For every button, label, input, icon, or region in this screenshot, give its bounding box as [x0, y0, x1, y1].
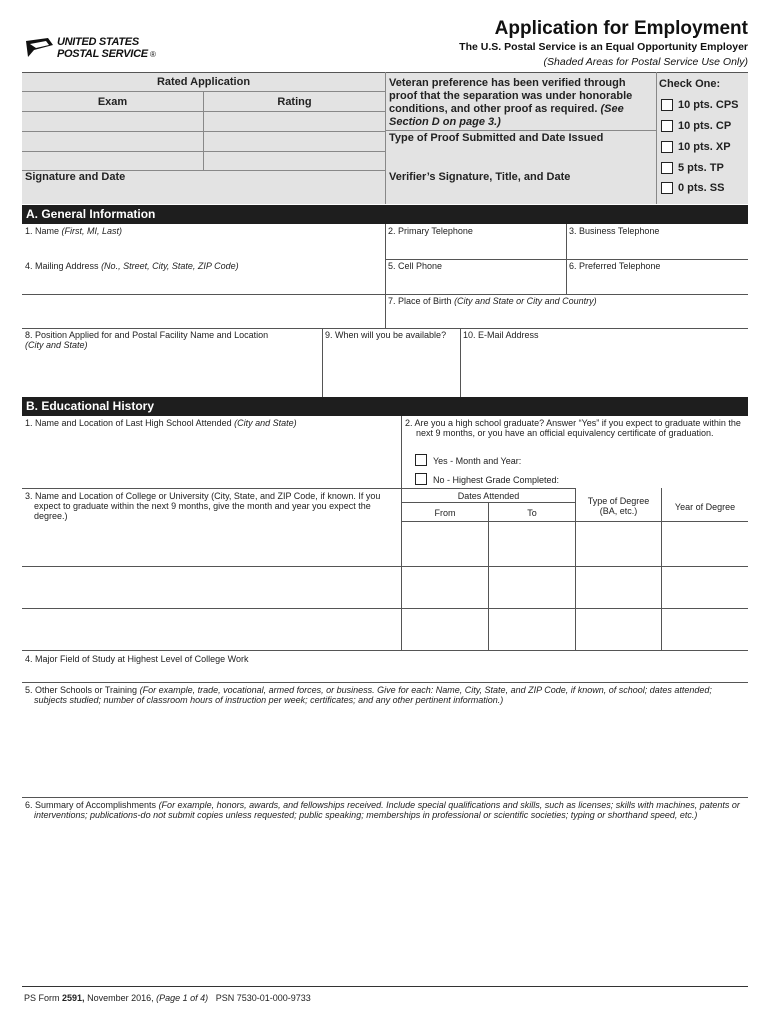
check-option-10-cp[interactable]: [661, 119, 747, 135]
hs-yes-label: Yes - Month and Year:: [433, 456, 522, 466]
check-option-10-xp[interactable]: [661, 140, 747, 156]
hs-no-checkbox[interactable]: [415, 473, 427, 485]
college-row-3[interactable]: [22, 609, 748, 650]
high-school-hint: (City and State): [234, 418, 297, 428]
accomplishments-label: [25, 800, 745, 820]
name-label-text: 1. Name: [25, 226, 60, 236]
usps-logo: [24, 36, 174, 64]
mailing-address-label-text: 4. Mailing Address: [25, 261, 99, 271]
veteran-preference-statement: Veteran preference has been verified through proof that the separation was under honorable conditions, and other proof as required.: [389, 77, 633, 115]
section-b-title: B. Educational History: [26, 399, 155, 413]
email-label: 10. E-Mail Address: [463, 330, 539, 340]
dates-attended-header: Dates Attended: [457, 491, 520, 501]
major-field-label: 4. Major Field of Study at Highest Level of College Work: [25, 654, 249, 664]
mailing-address-hint: (No., Street, City, State, ZIP Code): [101, 261, 239, 271]
eagle-icon: [24, 37, 54, 59]
preferred-telephone-label: 6. Preferred Telephone: [569, 261, 661, 271]
accomplishments-label-text: 6. Summary of Accomplishments: [25, 800, 157, 810]
verifier-signature-label: Verifier’s Signature, Title, and Date: [389, 171, 571, 183]
email-field[interactable]: [461, 329, 748, 397]
place-of-birth-label: [388, 296, 597, 306]
option-label-0-ss: 0 pts. SS: [678, 182, 725, 194]
option-label-5-tp: 5 pts. TP: [678, 162, 724, 174]
year-of-degree-header: Year of Degree: [674, 502, 736, 512]
availability-label: 9. When will you be available?: [325, 330, 447, 340]
hs-no-label: No - Highest Grade Completed:: [433, 475, 560, 485]
primary-telephone-field[interactable]: [386, 224, 566, 259]
type-of-degree-line1: Type of Degree: [587, 496, 650, 506]
cell-phone-label: 5. Cell Phone: [388, 261, 443, 271]
place-of-birth-field[interactable]: [386, 295, 748, 328]
availability-field[interactable]: [323, 329, 460, 397]
checkbox-0-ss[interactable]: [661, 182, 673, 194]
accomplishments-field[interactable]: [22, 798, 748, 984]
mailing-address-field[interactable]: [22, 259, 385, 328]
position-applied-field[interactable]: [22, 329, 322, 397]
hs-graduate-no-option[interactable]: [415, 473, 715, 487]
option-label-10-xp: 10 pts. XP: [678, 141, 731, 153]
position-applied-hint: (City and State): [25, 340, 88, 350]
college-question: 3. Name and Location of College or University (City, State, and ZIP Code, if known. If you expect to graduate within the next 9 months, give the month and year you expect the degree.): [25, 491, 381, 521]
other-schools-hint: (For example, trade, vocational, armed forces, or business. Give for each: Name, City, State, and ZIP Code, if known, of school; dates attended; subjects studied; number of classroom hours of instruction per week; certificates; and any other pertinent information.): [34, 685, 712, 705]
business-telephone-label: 3. Business Telephone: [569, 226, 660, 236]
form-prefix: PS Form: [24, 993, 60, 1003]
to-header: To: [527, 508, 537, 518]
check-one-label: Check One:: [659, 78, 721, 90]
college-row-1[interactable]: [22, 522, 748, 566]
position-applied-label: [25, 330, 315, 350]
type-of-degree-header: [576, 496, 661, 516]
business-telephone-field[interactable]: [567, 224, 748, 259]
check-option-0-ss[interactable]: [661, 181, 747, 197]
rating-field-1[interactable]: [204, 112, 385, 131]
eeo-statement: The U.S. Postal Service is an Equal Opportunity Employer: [459, 41, 748, 53]
rating-field-2[interactable]: [204, 132, 385, 151]
signature-date-label: Signature and Date: [25, 171, 126, 183]
rating-label: Rating: [277, 96, 312, 108]
place-of-birth-hint: (City and State or City and Country): [454, 296, 597, 306]
other-schools-label-text: 5. Other Schools or Training: [25, 685, 138, 695]
hs-yes-checkbox[interactable]: [415, 454, 427, 466]
major-field-study[interactable]: [22, 651, 748, 682]
page-title: Application for Employment: [494, 18, 748, 39]
veteran-preference-text: [389, 77, 653, 129]
logo-line2: POSTAL SERVICE: [57, 48, 148, 60]
form-number: 2591,: [62, 993, 85, 1003]
college-row-2[interactable]: [22, 567, 748, 608]
check-option-10-cps[interactable]: [661, 98, 747, 114]
rating-field-3[interactable]: [204, 152, 385, 170]
other-schools-field[interactable]: [22, 683, 748, 797]
check-option-5-tp[interactable]: [661, 161, 747, 177]
type-of-degree-line2: (BA, etc.): [599, 506, 638, 516]
hs-graduate-yes-option[interactable]: [415, 454, 715, 468]
proof-type-label: Type of Proof Submitted and Date Issued: [389, 132, 604, 144]
name-label: [25, 226, 122, 236]
place-of-birth-label-text: 7. Place of Birth: [388, 296, 452, 306]
preferred-telephone-field[interactable]: [567, 260, 748, 294]
accomplishments-hint: (For example, honors, awards, and fellowships received. Include special qualifications and skills, such as licenses; skills with machines, patents or interventions; publications-do not submit copies unless requested; public speaking; memberships in professional or scientific societies; typing or shorthand speed, etc.): [34, 800, 740, 820]
high-school-label-text: 1. Name and Location of Last High School Attended: [25, 418, 232, 428]
cell-phone-field[interactable]: [386, 260, 566, 294]
high-school-field[interactable]: [22, 416, 401, 488]
checkbox-10-cps[interactable]: [661, 99, 673, 111]
checkbox-10-cp[interactable]: [661, 120, 673, 132]
mailing-address-label: [25, 261, 239, 271]
checkbox-5-tp[interactable]: [661, 162, 673, 174]
exam-label: Exam: [97, 96, 128, 108]
from-header: From: [434, 508, 456, 518]
checkbox-10-xp[interactable]: [661, 141, 673, 153]
other-schools-label: [25, 685, 730, 705]
primary-telephone-label: 2. Primary Telephone: [388, 226, 473, 236]
hs-graduate-question: 2. Are you a high school graduate? Answer “Yes” if you expect to graduate within the next 9 months, or you have an official equivalency certificate of graduation.: [405, 418, 741, 438]
position-applied-label-text: 8. Position Applied for and Postal Facility Name and Location: [25, 330, 269, 340]
page-indicator: (Page 1 of 4): [156, 993, 209, 1003]
option-label-10-cp: 10 pts. CP: [678, 120, 732, 132]
high-school-label: [25, 418, 297, 428]
psn-number: PSN 7530-01-000-9733: [215, 993, 311, 1003]
form-date: November 2016,: [87, 993, 154, 1003]
exam-field-1[interactable]: [22, 112, 203, 131]
option-label-10-cps: 10 pts. CPS: [678, 99, 739, 111]
rated-application-heading: Rated Application: [156, 76, 251, 88]
logo-line1: UNITED STATES: [57, 36, 139, 48]
exam-field-2[interactable]: [22, 132, 203, 151]
section-b-header: [22, 397, 748, 416]
logo-registered: ®: [150, 50, 156, 59]
name-label-hint: (First, MI, Last): [61, 226, 123, 236]
section-a-header: [22, 205, 748, 224]
exam-field-3[interactable]: [22, 152, 203, 170]
form-footer: [24, 993, 311, 1003]
section-a-title: A. General Information: [26, 207, 156, 221]
veteran-preference-reference: (See Section D on page 3.): [389, 103, 624, 128]
shaded-note: (Shaded Areas for Postal Service Use Only): [543, 56, 748, 68]
